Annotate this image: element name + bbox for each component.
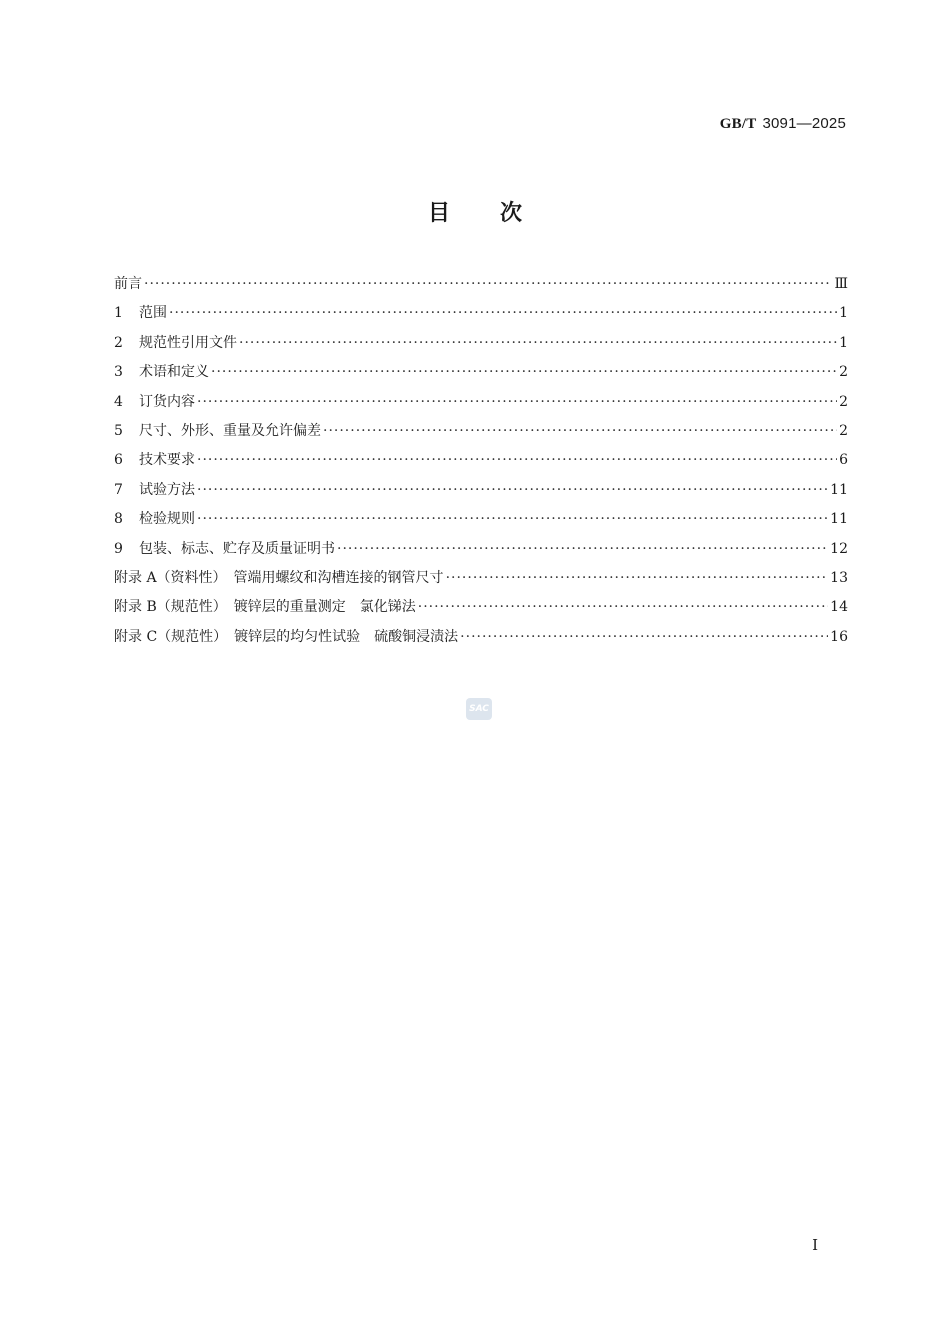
toc-entry-page: 1 (839, 305, 848, 322)
toc-entry-label: 技术要求 (139, 452, 195, 469)
toc-entry-label: 范围 (139, 305, 167, 322)
toc-entry-7[interactable] (114, 476, 848, 505)
toc-entry-label: 附录 A（资料性） 管端用螺纹和沟槽连接的钢管尺寸 (114, 569, 444, 586)
toc-entry-label: 试验方法 (139, 481, 195, 498)
toc-entry-4[interactable] (114, 388, 848, 417)
toc-entry-5[interactable] (114, 417, 848, 446)
toc-entry-annex-c[interactable] (114, 623, 848, 652)
toc-entry-number: 9 (114, 540, 123, 557)
dot-leader (197, 476, 828, 505)
toc-title: 目次 (427, 201, 572, 226)
toc-entry-page: 1 (839, 334, 848, 351)
toc-entry-page: 12 (830, 540, 848, 557)
toc-entry-page: Ⅲ (834, 276, 848, 292)
dot-leader (460, 623, 828, 652)
toc-entry-number: 2 (114, 334, 123, 351)
toc-entry-label: 包装、标志、贮存及质量证明书 (139, 540, 335, 557)
toc-entry-page: 14 (830, 599, 848, 616)
toc-entry-page: 2 (839, 422, 848, 439)
toc-entry-number: 4 (114, 393, 123, 410)
toc-entry-2[interactable] (114, 329, 848, 358)
toc-entry-foreword[interactable] (114, 270, 848, 299)
toc-entry-number: 1 (114, 305, 123, 322)
toc-entry-3[interactable] (114, 358, 848, 387)
toc-entry-page: 13 (830, 569, 848, 586)
toc-entry-number: 3 (114, 364, 123, 381)
toc-entry-label: 术语和定义 (139, 364, 209, 381)
dot-leader (197, 388, 837, 417)
toc-entry-page: 2 (839, 364, 848, 381)
toc-entry-label: 前言 (114, 276, 142, 292)
dot-leader (144, 270, 832, 299)
toc-entry-6[interactable] (114, 446, 848, 475)
toc-entry-label: 订货内容 (139, 393, 195, 410)
toc-entry-label: 规范性引用文件 (139, 334, 237, 351)
toc-entry-9[interactable] (114, 535, 848, 564)
dot-leader (418, 593, 828, 622)
toc-entry-label: 尺寸、外形、重量及允许偏差 (139, 422, 321, 439)
dot-leader (197, 446, 837, 475)
toc-entry-label: 附录 C（规范性） 镀锌层的均匀性试验 硫酸铜浸渍法 (114, 628, 459, 645)
toc-entry-number: 7 (114, 481, 123, 498)
dot-leader (169, 299, 837, 328)
toc-entry-label: 检验规则 (139, 511, 195, 528)
toc-entry-page: 2 (839, 393, 848, 410)
dot-leader (337, 535, 828, 564)
toc-entry-page: 11 (830, 511, 848, 528)
toc-entry-number: 8 (114, 511, 123, 528)
toc-entry-annex-b[interactable] (114, 593, 848, 622)
toc-entry-8[interactable] (114, 505, 848, 534)
standard-prefix: GB/T (719, 116, 757, 132)
dot-leader (211, 358, 837, 387)
toc-entry-page: 11 (830, 481, 848, 498)
dot-leader (239, 329, 837, 358)
toc-entry-label: 附录 B（规范性） 镀锌层的重量测定 氯化锑法 (114, 599, 416, 616)
toc-entry-number: 5 (114, 422, 123, 439)
toc-entry-page: 16 (830, 628, 848, 645)
sac-watermark-logo: SAC (466, 698, 492, 720)
standard-code (720, 114, 846, 133)
dot-leader (323, 417, 837, 446)
standard-number: 3091—2025 (762, 115, 846, 132)
toc-entry-annex-a[interactable] (114, 564, 848, 593)
toc-entry-number: 6 (114, 452, 123, 469)
page-number: I (812, 1236, 818, 1254)
toc-entry-1[interactable] (114, 299, 848, 328)
dot-leader (446, 564, 829, 593)
dot-leader (197, 505, 828, 534)
table-of-contents (114, 270, 848, 652)
toc-entry-page: 6 (839, 452, 848, 469)
